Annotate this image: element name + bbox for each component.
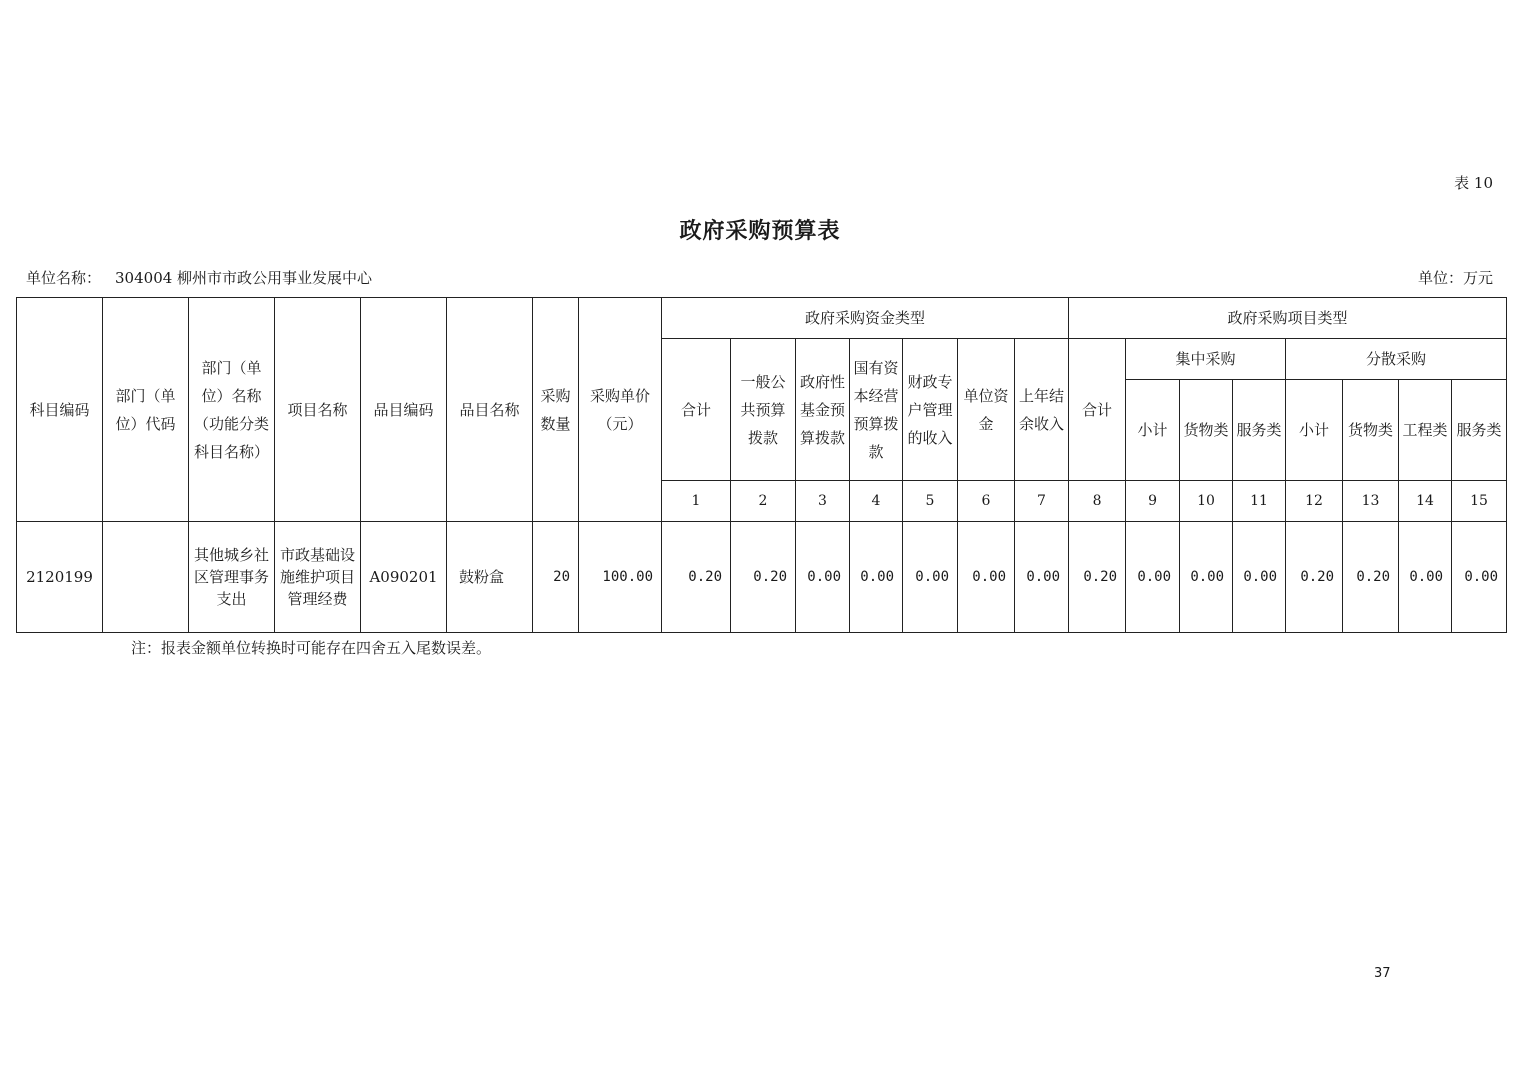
header-unit-fund: 单位资金 bbox=[958, 339, 1015, 481]
column-number: 5 bbox=[903, 481, 958, 522]
cell-value: 0.20 bbox=[731, 522, 796, 633]
cell-value: 0.20 bbox=[1286, 522, 1343, 633]
cell-value: 0.20 bbox=[662, 522, 731, 633]
header-dept-code: 部门（单位）代码 bbox=[103, 298, 189, 522]
column-number: 7 bbox=[1015, 481, 1069, 522]
header-prior-balance: 上年结余收入 bbox=[1015, 339, 1069, 481]
currency-unit: 单位：万元 bbox=[1417, 269, 1493, 287]
cell-subject-code: 2120199 bbox=[17, 522, 103, 633]
column-number: 13 bbox=[1343, 481, 1399, 522]
unit-name-line bbox=[26, 267, 372, 288]
cell-value: 0.00 bbox=[1126, 522, 1180, 633]
cell-project-name: 市政基础设施维护项目管理经费 bbox=[275, 522, 361, 633]
column-number: 8 bbox=[1069, 481, 1126, 522]
header-centralized: 集中采购 bbox=[1126, 339, 1286, 380]
header-general-public: 一般公共预算拨款 bbox=[731, 339, 796, 481]
header-d-works: 工程类 bbox=[1399, 380, 1452, 481]
cell-dept-name: 其他城乡社区管理事务支出 bbox=[189, 522, 275, 633]
column-number: 6 bbox=[958, 481, 1015, 522]
header-c-goods: 货物类 bbox=[1180, 380, 1233, 481]
column-number: 10 bbox=[1180, 481, 1233, 522]
cell-value: 0.00 bbox=[850, 522, 903, 633]
column-number: 2 bbox=[731, 481, 796, 522]
column-number: 4 bbox=[850, 481, 903, 522]
footnote: 注：报表金额单位转换时可能存在四舍五入尾数误差。 bbox=[131, 639, 492, 657]
page-title: 政府采购预算表 bbox=[679, 218, 841, 244]
cell-value: 0.00 bbox=[958, 522, 1015, 633]
header-fund-total: 合计 bbox=[662, 339, 731, 481]
column-number: 3 bbox=[796, 481, 850, 522]
header-d-subtotal: 小计 bbox=[1286, 380, 1343, 481]
cell-value: 0.20 bbox=[1343, 522, 1399, 633]
column-number: 15 bbox=[1452, 481, 1507, 522]
header-fund-type: 政府采购资金类型 bbox=[662, 298, 1069, 339]
table-number: 表 10 bbox=[1454, 174, 1493, 192]
cell-value: 0.00 bbox=[1452, 522, 1507, 633]
column-number: 11 bbox=[1233, 481, 1286, 522]
header-project-name: 项目名称 bbox=[275, 298, 361, 522]
header-proj-total: 合计 bbox=[1069, 339, 1126, 481]
column-number: 1 bbox=[662, 481, 731, 522]
header-gov-fund: 政府性基金预算拨款 bbox=[796, 339, 850, 481]
unit-name-label: 单位名称： bbox=[26, 269, 102, 287]
header-decentralized: 分散采购 bbox=[1286, 339, 1507, 380]
header-row-1 bbox=[17, 298, 1507, 339]
cell-value: 0.00 bbox=[796, 522, 850, 633]
header-dept-name: 部门（单位）名称（功能分类科目名称） bbox=[189, 298, 275, 522]
header-d-services: 服务类 bbox=[1452, 380, 1507, 481]
header-special-account: 财政专户管理的收入 bbox=[903, 339, 958, 481]
cell-value: 0.00 bbox=[1233, 522, 1286, 633]
cell-value: 0.00 bbox=[1015, 522, 1069, 633]
header-state-capital: 国有资本经营预算拨款 bbox=[850, 339, 903, 481]
header-quantity: 采购数量 bbox=[533, 298, 579, 522]
header-project-type: 政府采购项目类型 bbox=[1069, 298, 1507, 339]
header-subject-code: 科目编码 bbox=[17, 298, 103, 522]
cell-value: 0.00 bbox=[1180, 522, 1233, 633]
cell-item-code: A090201 bbox=[361, 522, 447, 633]
column-number: 12 bbox=[1286, 481, 1343, 522]
header-d-goods: 货物类 bbox=[1343, 380, 1399, 481]
header-unit-price: 采购单价（元） bbox=[579, 298, 662, 522]
header-item-name: 品目名称 bbox=[447, 298, 533, 522]
header-c-services: 服务类 bbox=[1233, 380, 1286, 481]
cell-item-name: 鼓粉盒 bbox=[447, 522, 533, 633]
page-number: 37 bbox=[1374, 966, 1391, 981]
cell-value: 0.20 bbox=[1069, 522, 1126, 633]
cell-dept-code bbox=[103, 522, 189, 633]
column-number: 9 bbox=[1126, 481, 1180, 522]
column-number: 14 bbox=[1399, 481, 1452, 522]
cell-unit-price: 100.00 bbox=[579, 522, 662, 633]
cell-value: 0.00 bbox=[1399, 522, 1452, 633]
table-row bbox=[17, 522, 1507, 633]
header-item-code: 品目编码 bbox=[361, 298, 447, 522]
unit-name-value: 304004 柳州市市政公用事业发展中心 bbox=[115, 269, 373, 287]
cell-value: 0.00 bbox=[903, 522, 958, 633]
header-c-subtotal: 小计 bbox=[1126, 380, 1180, 481]
procurement-budget-table bbox=[16, 297, 1507, 633]
cell-quantity: 20 bbox=[533, 522, 579, 633]
